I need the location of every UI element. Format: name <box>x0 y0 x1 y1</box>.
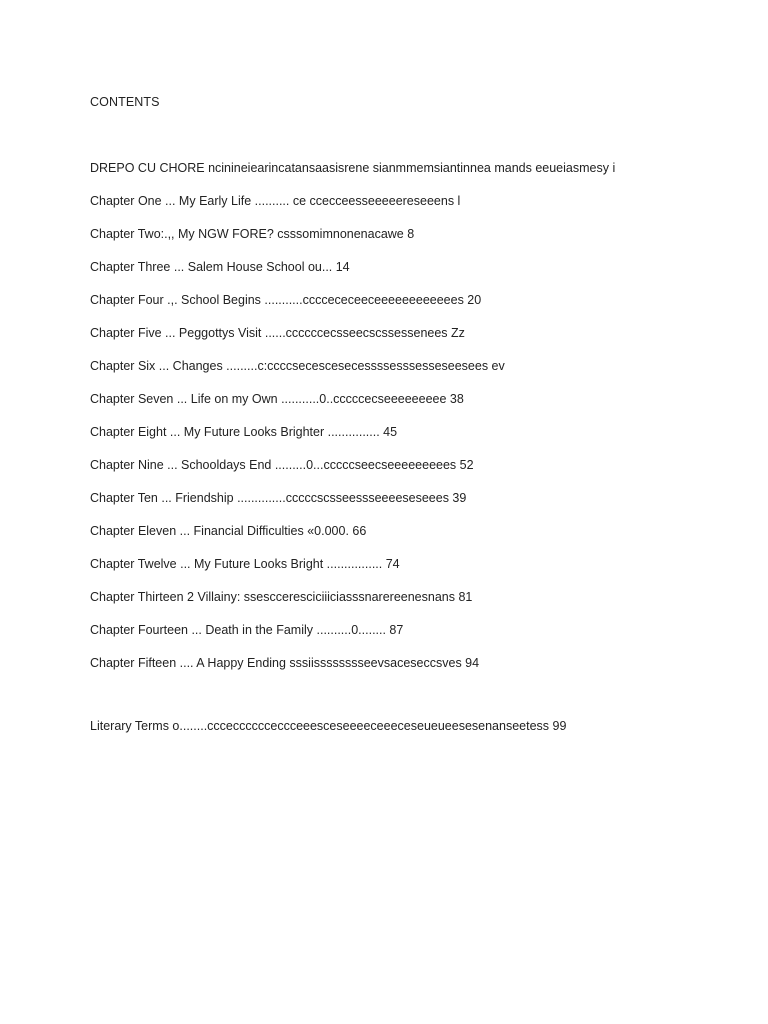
toc-entry-chapter-1: Chapter One ... My Early Life .......... ce ccecceesseeeeereseeens l <box>90 194 461 208</box>
toc-entry-chapter-12: Chapter Twelve ... My Future Looks Bright ................ 74 <box>90 557 400 571</box>
toc-entry-chapter-8: Chapter Eight ... My Future Looks Brighter ............... 45 <box>90 425 398 439</box>
toc-entry-chapter-9: Chapter Nine ... Schooldays End .........0...cccccseecseeeeeeeees 52 <box>90 458 474 472</box>
toc-entry-chapter-11: Chapter Eleven ... Financial Difficulties «0.000. 66 <box>90 524 367 538</box>
toc-entry-chapter-7: Chapter Seven ... Life on my Own ...........0..cccccecseeeeeeeee 38 <box>90 392 464 406</box>
toc-entry-chapter-3: Chapter Three ... Salem House School ou... 14 <box>90 260 350 274</box>
toc-entry-chapter-6: Chapter Six ... Changes .........c:ccccsecescesecessssesssesseseesees ev <box>90 359 505 373</box>
toc-entry-chapter-5: Chapter Five ... Peggottys Visit ......ccccccecsseecscssessenees Zz <box>90 326 465 340</box>
toc-entry-chapter-10: Chapter Ten ... Friendship ..............cccccscsseessseeeeseseees 39 <box>90 491 467 505</box>
contents-heading: CONTENTS <box>90 95 160 109</box>
toc-entry-chapter-14: Chapter Fourteen ... Death in the Family ..........0........ 87 <box>90 623 404 637</box>
toc-entry-chapter-4: Chapter Four .,. School Begins ...........ccccececeeceeeeeeeeeeees 20 <box>90 293 482 307</box>
toc-entry-chapter-15: Chapter Fifteen .... A Happy Ending sssiisssssssseevsaceseccsves 94 <box>90 656 480 670</box>
toc-entry-intro: DREPO CU CHORE ncinineiearincatansaasisrene sianmmemsiantinnea mands eeueiasmesy i <box>90 161 616 175</box>
table-of-contents <box>90 160 615 688</box>
toc-entry-chapter-13: Chapter Thirteen 2 Villainy: ssescceresciciiiciasssnarereenesnans 81 <box>90 590 473 604</box>
toc-entry-chapter-2: Chapter Two:.,, My NGW FORE? csssomimnonenacawe 8 <box>90 227 415 241</box>
toc-entry-literary-terms: Literary Terms o........cccecccccceccceeesceseeeeceeeceseueueesesenanseetess 99 <box>90 719 567 733</box>
